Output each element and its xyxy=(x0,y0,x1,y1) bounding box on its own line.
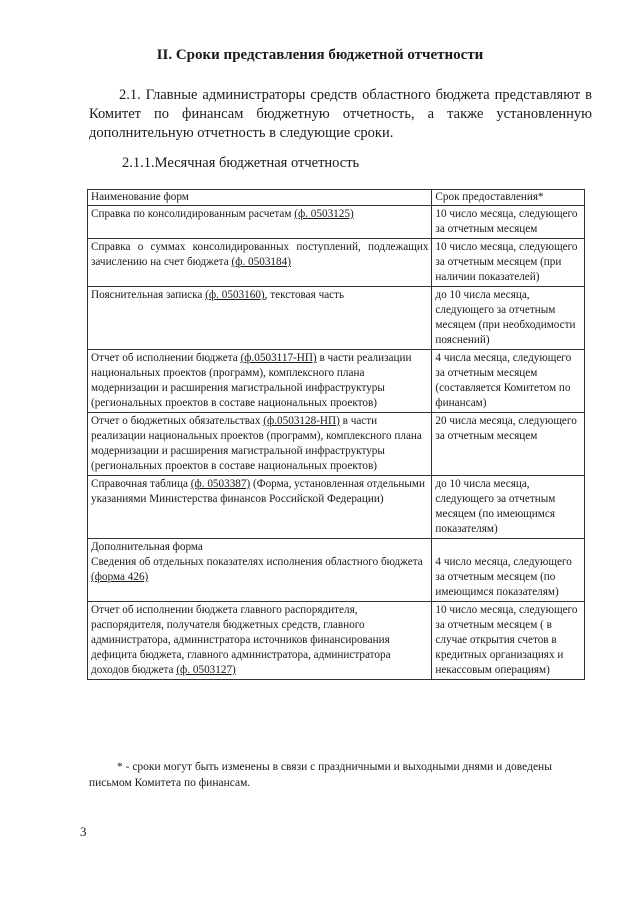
form-code: (ф.0503117-НП) xyxy=(240,352,317,364)
table-row xyxy=(88,287,585,350)
form-name-cell xyxy=(88,476,432,539)
deadline-cell: 4 число месяца, следующего за отчетным месяцем (по имеющимся показателям) xyxy=(432,539,585,602)
header-form-name: Наименование форм xyxy=(88,190,432,206)
form-name-cell xyxy=(88,206,432,239)
form-name-text: Отчет о бюджетных обязательствах xyxy=(91,415,264,427)
form-name-text: Справка о суммах консолидированных поступлений, подлежащих зачислению на счет бюджета xyxy=(91,241,429,268)
header-deadline: Срок предоставления* xyxy=(432,190,585,206)
form-name-cell xyxy=(88,602,432,680)
form-name-tail: в части реализации национальных проектов (программ), комплексного плана модернизации и расширения магистральной инфраструктуры (региональных проектов в составе национальных проектов) xyxy=(91,415,422,472)
reporting-forms-table xyxy=(87,189,585,680)
form-name-text: Отчет об исполнении бюджета главного распорядителя, распорядителя, получателя бюджетных средств, главного администратора, администратора источников финансирования дефицита бюджета, главного администратора, администратора доходов бюджета xyxy=(91,604,391,676)
section-heading: II. Сроки представления бюджетной отчетности xyxy=(156,47,484,63)
form-code: (ф. 0503160) xyxy=(205,289,265,301)
form-code: (ф. 0503127) xyxy=(176,664,236,676)
table-row-additional xyxy=(88,539,585,602)
form-name-text: Справочная таблица xyxy=(91,478,191,490)
form-code: (ф. 0503125) xyxy=(294,208,354,220)
form-name-text: Пояснительная записка xyxy=(91,289,206,301)
table-row xyxy=(88,350,585,413)
table-row xyxy=(88,602,585,680)
form-name-tail: в части реализации национальных проектов (программ), комплексного плана модернизации и расширения магистральной инфраструктуры (региональных проектов в составе национальных проектов) xyxy=(91,352,412,409)
deadline-cell: до 10 числа месяца, следующего за отчетным месяцем (по имеющимся показателям) xyxy=(432,476,585,539)
additional-form-caption: Дополнительная форма xyxy=(91,541,203,553)
deadline-cell: 10 число месяца, следующего за отчетным месяцем xyxy=(432,206,585,239)
deadline-cell: до 10 числа месяца, следующего за отчетным месяцем (при необходимости пояснений) xyxy=(432,287,585,350)
form-name-text: Отчет об исполнении бюджета xyxy=(91,352,241,364)
paragraph-2-1 xyxy=(89,86,592,143)
deadline-cell: 4 числа месяца, следующего за отчетным месяцем (составляется Комитетом по финансам) xyxy=(432,350,585,413)
form-code: (ф. 0503184) xyxy=(231,256,291,268)
form-name-text: Сведения об отдельных показателях исполнения областного бюджета xyxy=(91,556,423,568)
form-name-cell xyxy=(88,287,432,350)
form-name-cell xyxy=(88,413,432,476)
deadline-cell: 10 число месяца, следующего за отчетным месяцем (при наличии показателей) xyxy=(432,239,585,287)
page-number: 3 xyxy=(80,824,87,839)
form-name-cell xyxy=(88,350,432,413)
deadline-cell: 20 числа месяца, следующего за отчетным месяцем xyxy=(432,413,585,476)
footnote-text: * - сроки могут быть изменены в связи с праздничными и выходными днями и доведены письмом Комитета по финансам. xyxy=(89,761,552,789)
form-name-cell xyxy=(88,539,432,602)
form-name-text: Справка по консолидированным расчетам xyxy=(91,208,295,220)
table-row xyxy=(88,476,585,539)
table-row xyxy=(88,413,585,476)
table-row xyxy=(88,206,585,239)
form-name-tail: (Форма, установленная отдельными указаниями Министерства финансов Российской Федерации) xyxy=(91,478,425,505)
table-row xyxy=(88,239,585,287)
form-code: (ф. 0503387) xyxy=(190,478,251,490)
form-code: (ф.0503128-НП) xyxy=(263,415,340,427)
form-code: (форма 426) xyxy=(91,571,149,583)
deadline-cell: 10 число месяца, следующего за отчетным месяцем ( в случае открытия счетов в кредитных организациях и некассовым операциям) xyxy=(432,602,585,680)
table-header-row xyxy=(88,190,585,206)
footnote xyxy=(89,759,589,791)
form-name-cell xyxy=(88,239,432,287)
paragraph-text: Главные администраторы средств областного бюджета представляют в Комитет по финансам бюджетную отчетность, а также установленную дополнительную отчетность в следующие сроки. xyxy=(89,87,592,141)
form-name-tail: , текстовая часть xyxy=(264,289,345,301)
subsection-title: 2.1.1.Месячная бюджетная отчетность xyxy=(122,155,360,171)
paragraph-number: 2.1. xyxy=(119,87,141,103)
